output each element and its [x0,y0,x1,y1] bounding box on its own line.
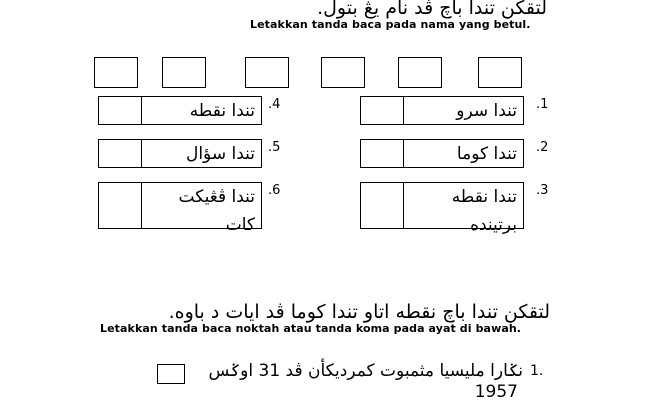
sentence-1-answer-box[interactable] [157,364,185,384]
sentence-1-number: 1. [530,363,544,379]
section2-subtitle: Letakkan tanda baca noktah atau tanda koma pada ayat di bawah. [100,322,522,335]
item-1 [360,96,524,125]
item-3-number: .3 [536,183,549,198]
item-4-number: .4 [268,97,281,112]
symbol-answer-box-4[interactable] [321,57,365,88]
item-6-answer-box[interactable] [98,182,142,229]
item-6-label: تندا ڤڠيكت كات [142,182,262,229]
item-5-answer-box[interactable] [98,139,142,168]
item-1-number: .1 [536,97,549,112]
item-3-label: تندا نقطه برتيندە [404,182,524,229]
item-6 [98,182,262,235]
item-2 [360,139,524,168]
item-5-number: .5 [268,140,281,155]
item-2-label: تندا كوما [404,139,524,168]
section1-title: لتقكن تندا باچ ڤد نام يڠ بتول. [317,0,547,19]
symbol-answer-box-2[interactable] [162,57,206,88]
section1-subtitle: Letakkan tanda baca pada nama yang betul. [250,18,531,31]
item-2-answer-box[interactable] [360,139,404,168]
item-4-answer-box[interactable] [98,96,142,125]
item-6-number: .6 [268,183,281,198]
item-5 [98,139,262,168]
section2-title: لتقكن تندا باچ نقطه اتاو تندا كوما ڤد ايات د باوه. [168,301,550,323]
item-5-label: تندا سؤال [142,139,262,168]
item-3 [360,182,524,235]
sentence-1-line1: نݢارا مليسيا مثمبوت كمرديكأن ڤد 31 اوݢس [208,361,523,381]
symbol-answer-box-3[interactable] [245,57,289,88]
item-4-label: تندا نقطه [142,96,262,125]
item-2-number: .2 [536,140,549,155]
sentence-1-line2: 1957 [474,382,518,402]
item-4 [98,96,262,125]
item-1-answer-box[interactable] [360,96,404,125]
item-3-answer-box[interactable] [360,182,404,229]
item-1-label: تندا سرو [404,96,524,125]
symbol-answer-box-6[interactable] [478,57,522,88]
symbol-answer-box-1[interactable] [94,57,138,88]
symbol-answer-box-5[interactable] [398,57,442,88]
